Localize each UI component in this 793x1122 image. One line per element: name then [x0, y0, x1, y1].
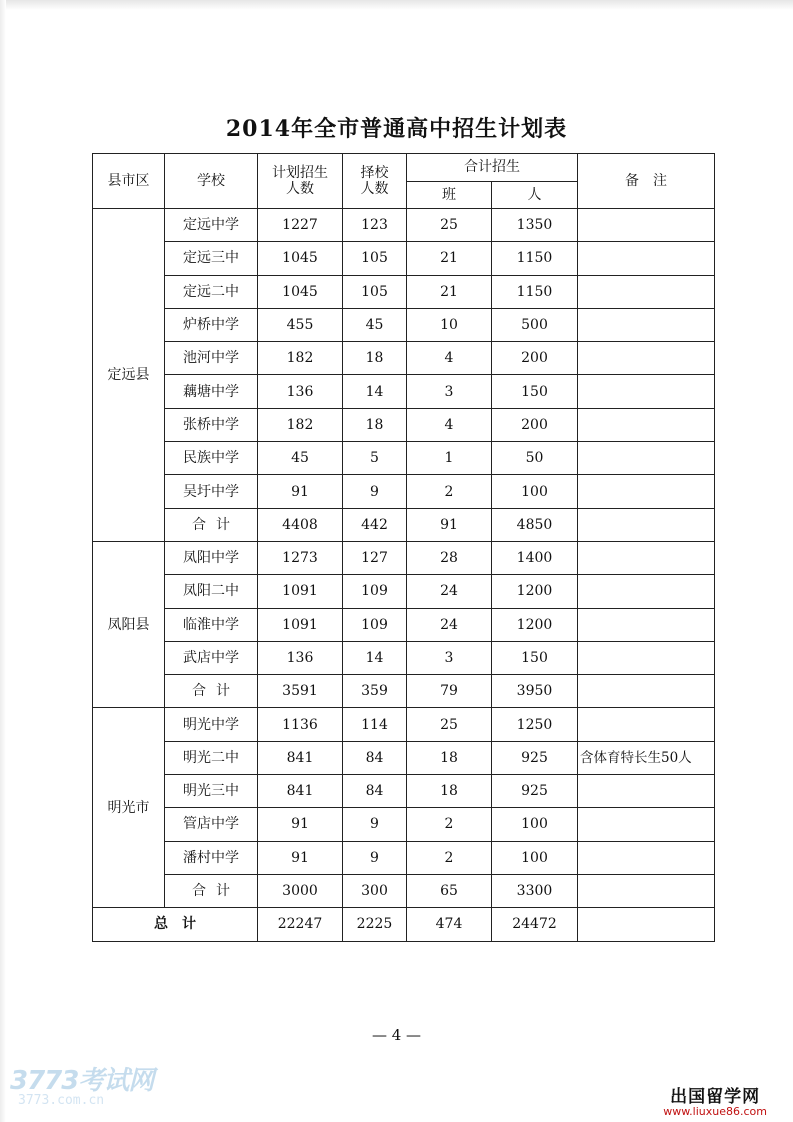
choice-cell: 109: [343, 575, 407, 608]
classes-cell: 4: [407, 408, 492, 441]
school-cell: 炉桥中学: [165, 308, 258, 341]
choice-cell: 9: [343, 841, 407, 874]
county-cell: 凤阳县: [93, 541, 165, 707]
watermark-logo-right: [663, 1082, 767, 1118]
subtotal-row: [93, 508, 715, 541]
table-row: [93, 541, 715, 574]
table-row: [93, 242, 715, 275]
classes-cell: 4: [407, 342, 492, 375]
choice-cell: 2225: [343, 908, 407, 941]
school-cell: 武店中学: [165, 641, 258, 674]
remark-cell: [578, 841, 715, 874]
school-cell: 民族中学: [165, 442, 258, 475]
classes-cell: 1: [407, 442, 492, 475]
choice-cell: 114: [343, 708, 407, 741]
classes-cell: 3: [407, 375, 492, 408]
people-cell: 3300: [492, 874, 578, 907]
plan-cell: 22247: [258, 908, 343, 941]
classes-cell: 21: [407, 242, 492, 275]
subtotal-row: [93, 675, 715, 708]
table-row: [93, 808, 715, 841]
table-row: [93, 275, 715, 308]
people-cell: 1200: [492, 575, 578, 608]
classes-cell: 18: [407, 775, 492, 808]
plan-cell: 841: [258, 741, 343, 774]
subtotal-label: 合计: [165, 874, 258, 907]
header-people: 人: [492, 181, 578, 209]
choice-cell: 18: [343, 408, 407, 441]
table-row: [93, 741, 715, 774]
enrollment-plan-table: [92, 153, 715, 942]
choice-cell: 84: [343, 775, 407, 808]
table-row: [93, 641, 715, 674]
people-cell: 1200: [492, 608, 578, 641]
school-cell: 张桥中学: [165, 408, 258, 441]
classes-cell: 18: [407, 741, 492, 774]
grand-total-row: [93, 908, 715, 941]
remark-cell: [578, 242, 715, 275]
header-county: 县市区: [93, 154, 165, 209]
people-cell: 3950: [492, 675, 578, 708]
school-cell: 明光中学: [165, 708, 258, 741]
classes-cell: 25: [407, 209, 492, 242]
choice-cell: 45: [343, 308, 407, 341]
people-cell: 1400: [492, 541, 578, 574]
remark-cell: [578, 775, 715, 808]
table-row: [93, 308, 715, 341]
subtotal-label: 合计: [165, 508, 258, 541]
header-plan: 计划招生 人数: [258, 154, 343, 209]
remark-cell: [578, 508, 715, 541]
plan-cell: 45: [258, 442, 343, 475]
choice-cell: 9: [343, 475, 407, 508]
classes-cell: 91: [407, 508, 492, 541]
school-cell: 管店中学: [165, 808, 258, 841]
remark-cell: [578, 675, 715, 708]
people-cell: 1150: [492, 242, 578, 275]
choice-cell: 84: [343, 741, 407, 774]
remark-cell: [578, 308, 715, 341]
plan-cell: 4408: [258, 508, 343, 541]
choice-cell: 300: [343, 874, 407, 907]
choice-cell: 14: [343, 375, 407, 408]
plan-cell: 1273: [258, 541, 343, 574]
school-cell: 定远中学: [165, 209, 258, 242]
table-body: [93, 209, 715, 942]
plan-cell: 455: [258, 308, 343, 341]
classes-cell: 24: [407, 608, 492, 641]
choice-cell: 5: [343, 442, 407, 475]
remark-cell: [578, 641, 715, 674]
plan-cell: 1227: [258, 209, 343, 242]
plan-cell: 1045: [258, 275, 343, 308]
subtotal-label: 合计: [165, 675, 258, 708]
classes-cell: 28: [407, 541, 492, 574]
school-cell: 凤阳二中: [165, 575, 258, 608]
scan-edge-left: [0, 0, 6, 1122]
document-title: 2014年全市普通高中招生计划表: [225, 116, 568, 142]
table-row: [93, 408, 715, 441]
grand-total-label: 总计: [93, 908, 258, 941]
county-cell: 定远县: [93, 209, 165, 542]
plan-cell: 841: [258, 775, 343, 808]
header-choice: 择校 人数: [343, 154, 407, 209]
remark-cell: [578, 275, 715, 308]
remark-cell: [578, 209, 715, 242]
remark-cell: [578, 541, 715, 574]
choice-cell: 18: [343, 342, 407, 375]
school-cell: 凤阳中学: [165, 541, 258, 574]
classes-cell: 10: [407, 308, 492, 341]
plan-cell: 91: [258, 475, 343, 508]
school-cell: 潘村中学: [165, 841, 258, 874]
watermark-right-main: 出国留学网: [670, 1087, 761, 1107]
plan-cell: 1136: [258, 708, 343, 741]
table-row: [93, 608, 715, 641]
classes-cell: 2: [407, 841, 492, 874]
school-cell: 池河中学: [165, 342, 258, 375]
table-row: [93, 775, 715, 808]
plan-cell: 3000: [258, 874, 343, 907]
table-row: [93, 841, 715, 874]
plan-cell: 91: [258, 808, 343, 841]
people-cell: 925: [492, 741, 578, 774]
header-remarks: 备 注: [578, 154, 715, 209]
remark-cell: [578, 575, 715, 608]
remark-cell: [578, 375, 715, 408]
classes-cell: 2: [407, 475, 492, 508]
header-total-group: 合计招生: [407, 154, 578, 182]
people-cell: 150: [492, 641, 578, 674]
people-cell: 4850: [492, 508, 578, 541]
remark-cell: [578, 708, 715, 741]
subtotal-row: [93, 874, 715, 907]
header-school: 学校: [165, 154, 258, 209]
remark-cell: [578, 874, 715, 907]
plan-cell: 136: [258, 641, 343, 674]
choice-cell: 127: [343, 541, 407, 574]
table-row: [93, 442, 715, 475]
choice-cell: 123: [343, 209, 407, 242]
choice-cell: 9: [343, 808, 407, 841]
people-cell: 925: [492, 775, 578, 808]
school-cell: 明光二中: [165, 741, 258, 774]
scan-edge-top: [0, 0, 793, 10]
watermark-left-sub: 3773.com.cn: [18, 1093, 105, 1108]
people-cell: 24472: [492, 908, 578, 941]
remark-cell: [578, 342, 715, 375]
classes-cell: 79: [407, 675, 492, 708]
watermark-logo-left: [10, 1060, 180, 1110]
plan-cell: 136: [258, 375, 343, 408]
people-cell: 1350: [492, 209, 578, 242]
school-cell: 藕塘中学: [165, 375, 258, 408]
table-row: [93, 475, 715, 508]
classes-cell: 65: [407, 874, 492, 907]
classes-cell: 2: [407, 808, 492, 841]
choice-cell: 442: [343, 508, 407, 541]
people-cell: 100: [492, 475, 578, 508]
people-cell: 200: [492, 408, 578, 441]
choice-cell: 105: [343, 242, 407, 275]
classes-cell: 24: [407, 575, 492, 608]
choice-cell: 14: [343, 641, 407, 674]
remark-cell: [578, 475, 715, 508]
plan-cell: 91: [258, 841, 343, 874]
classes-cell: 25: [407, 708, 492, 741]
remark-cell: [578, 608, 715, 641]
people-cell: 150: [492, 375, 578, 408]
table-row: [93, 575, 715, 608]
plan-cell: 1091: [258, 575, 343, 608]
people-cell: 1150: [492, 275, 578, 308]
remark-cell: [578, 908, 715, 941]
plan-cell: 1091: [258, 608, 343, 641]
plan-cell: 1045: [258, 242, 343, 275]
choice-cell: 359: [343, 675, 407, 708]
table-row: [93, 708, 715, 741]
people-cell: 200: [492, 342, 578, 375]
people-cell: 1250: [492, 708, 578, 741]
classes-cell: 3: [407, 641, 492, 674]
table-row: [93, 342, 715, 375]
watermark-right-sub: www.liuxue86.com: [663, 1105, 767, 1118]
school-cell: 临淮中学: [165, 608, 258, 641]
page-number: — 4 —: [371, 1026, 422, 1044]
school-cell: 定远二中: [165, 275, 258, 308]
school-cell: 明光三中: [165, 775, 258, 808]
plan-cell: 182: [258, 408, 343, 441]
remark-cell: [578, 808, 715, 841]
choice-cell: 109: [343, 608, 407, 641]
watermark-left-main: 3773考试网: [10, 1066, 154, 1096]
plan-cell: 3591: [258, 675, 343, 708]
table-row: [93, 375, 715, 408]
header-classes: 班: [407, 181, 492, 209]
classes-cell: 21: [407, 275, 492, 308]
remark-cell: [578, 442, 715, 475]
classes-cell: 474: [407, 908, 492, 941]
table-row: [93, 209, 715, 242]
people-cell: 100: [492, 808, 578, 841]
remark-cell: 含体育特长生50人: [578, 741, 715, 774]
school-cell: 定远三中: [165, 242, 258, 275]
people-cell: 50: [492, 442, 578, 475]
plan-cell: 182: [258, 342, 343, 375]
school-cell: 吴圩中学: [165, 475, 258, 508]
choice-cell: 105: [343, 275, 407, 308]
remark-cell: [578, 408, 715, 441]
people-cell: 500: [492, 308, 578, 341]
people-cell: 100: [492, 841, 578, 874]
county-cell: 明光市: [93, 708, 165, 908]
